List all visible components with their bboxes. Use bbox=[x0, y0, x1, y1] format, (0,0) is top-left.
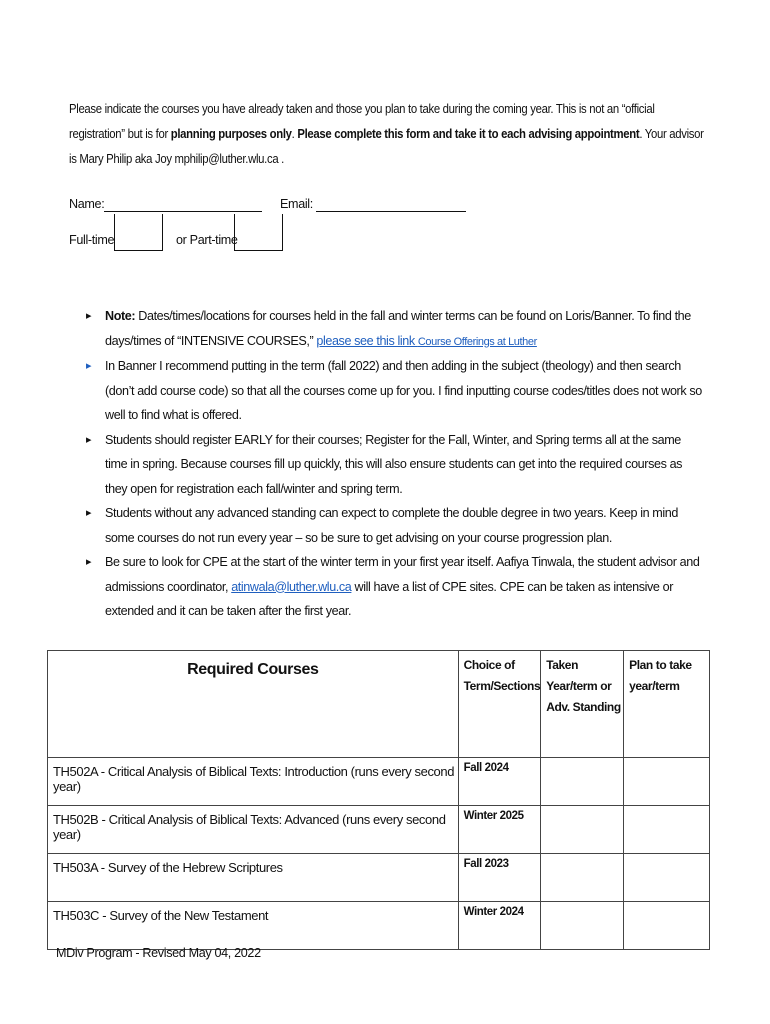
email-field[interactable] bbox=[316, 197, 466, 212]
plan-cell[interactable] bbox=[624, 902, 710, 950]
required-courses-table bbox=[47, 650, 710, 950]
plan-cell[interactable] bbox=[624, 806, 710, 854]
list-item bbox=[86, 501, 706, 550]
email-link[interactable]: atinwala@luther.wlu.ca bbox=[231, 579, 352, 594]
table-row bbox=[48, 854, 710, 902]
fulltime-checkbox[interactable] bbox=[114, 214, 163, 251]
parttime-checkbox[interactable] bbox=[234, 214, 283, 251]
list-item bbox=[86, 304, 706, 354]
list-item bbox=[86, 428, 706, 502]
intro-paragraph bbox=[69, 97, 710, 172]
course-name: TH502A - Critical Analysis of Biblical Texts: Introduction (runs every second year) bbox=[48, 758, 459, 806]
course-offerings-link[interactable]: Course Offerings at Luther bbox=[417, 335, 537, 348]
header-choice-line1: Choice of bbox=[463, 658, 515, 672]
header-plan bbox=[624, 651, 710, 758]
bullet-arrow-icon: ▸ bbox=[86, 360, 92, 372]
course-term: Fall 2023 bbox=[458, 854, 541, 902]
list-item bbox=[86, 550, 706, 624]
note-label: Note: bbox=[105, 309, 136, 323]
header-choice bbox=[458, 651, 541, 758]
email-label: Email: bbox=[280, 197, 313, 211]
intro-bold-1: planning purposes only bbox=[170, 127, 292, 141]
header-plan-line1: Plan to take bbox=[629, 658, 692, 672]
name-label: Name: bbox=[69, 197, 105, 211]
note-text: Students should register EARLY for their courses; Register for the Fall, Winter, and Spring terms all at the same time in spring. Because courses fill up quickly, this will also ensure students can get into the required courses as they open for registration each fall/winter and spring term. bbox=[105, 432, 683, 496]
intro-text-1: Please indicate the courses you have already taken and those you plan to take during the coming year. This is not an “official registration” but is for bbox=[69, 102, 655, 141]
course-term: Winter 2024 bbox=[458, 902, 541, 950]
header-taken-line2: Year/term or bbox=[546, 679, 612, 693]
note-text: will have a list of CPE sites. CPE can be taken as intensive or extended and it can be taken after the first year. bbox=[105, 579, 673, 618]
intro-text-2: . bbox=[291, 127, 298, 141]
note-text: In Banner I recommend putting in the term (fall 2022) and then adding in the subject (theology) and then search (don’t add course code) so that all the courses come up for you. I find inputting course codes/titles does not work so well to find what is offered. bbox=[105, 359, 702, 422]
header-taken-line1: Taken bbox=[546, 658, 579, 672]
plan-cell[interactable] bbox=[624, 758, 710, 806]
taken-cell[interactable] bbox=[541, 902, 624, 950]
header-taken bbox=[541, 651, 624, 758]
table-row bbox=[48, 902, 710, 950]
notes-list bbox=[86, 304, 706, 624]
header-taken-line3: Adv. Standing bbox=[546, 700, 621, 714]
table-header-row bbox=[48, 651, 710, 758]
course-term: Fall 2024 bbox=[458, 758, 541, 806]
intensive-courses-link[interactable]: please see this link bbox=[316, 333, 418, 348]
footer-revision: MDiv Program - Revised May 04, 2022 bbox=[56, 946, 261, 960]
course-name: TH502B - Critical Analysis of Biblical Texts: Advanced (runs every second year) bbox=[48, 806, 459, 854]
note-text: Dates/times/locations for courses held in the fall and winter terms can be found on Loris/Banner. To find the days/times of “INTENSIVE COURSES,” bbox=[105, 309, 691, 348]
note-text: Be sure to look for CPE at the start of the winter term in your first year itself. Aafiya Tinwala, the student advisor and admissions coordinator, bbox=[105, 555, 700, 594]
email-row bbox=[280, 197, 466, 212]
course-name: TH503C - Survey of the New Testament bbox=[48, 902, 459, 950]
header-plan-line2: year/term bbox=[629, 679, 680, 693]
table-row bbox=[48, 806, 710, 854]
intro-bold-2: Please complete this form and take it to each advising appointment bbox=[297, 127, 640, 141]
name-field[interactable] bbox=[104, 197, 262, 212]
bullet-arrow-icon: ▸ bbox=[86, 507, 92, 519]
list-item bbox=[86, 354, 706, 428]
intro-text-3: . Your advisor is Mary Philip aka Joy mphilip@luther.wlu.ca . bbox=[69, 127, 704, 166]
bullet-arrow-icon: ▸ bbox=[86, 556, 92, 568]
course-term: Winter 2025 bbox=[458, 806, 541, 854]
taken-cell[interactable] bbox=[541, 806, 624, 854]
parttime-label: or Part-time bbox=[176, 233, 238, 247]
bullet-arrow-icon: ▸ bbox=[86, 433, 92, 446]
bullet-arrow-icon: ▸ bbox=[86, 310, 92, 322]
name-row bbox=[69, 197, 262, 212]
taken-cell[interactable] bbox=[541, 854, 624, 902]
header-choice-line2: Term/Sections bbox=[463, 679, 541, 693]
header-required-courses: Required Courses bbox=[48, 651, 459, 758]
note-text: Students without any advanced standing can expect to complete the double degree in two years. Keep in mind some courses do not run every year – so be sure to get advising on your course progression plan. bbox=[105, 506, 678, 545]
taken-cell[interactable] bbox=[541, 758, 624, 806]
table-row bbox=[48, 758, 710, 806]
fulltime-label: Full-time bbox=[69, 233, 115, 247]
plan-cell[interactable] bbox=[624, 854, 710, 902]
course-name: TH503A - Survey of the Hebrew Scriptures bbox=[48, 854, 459, 902]
